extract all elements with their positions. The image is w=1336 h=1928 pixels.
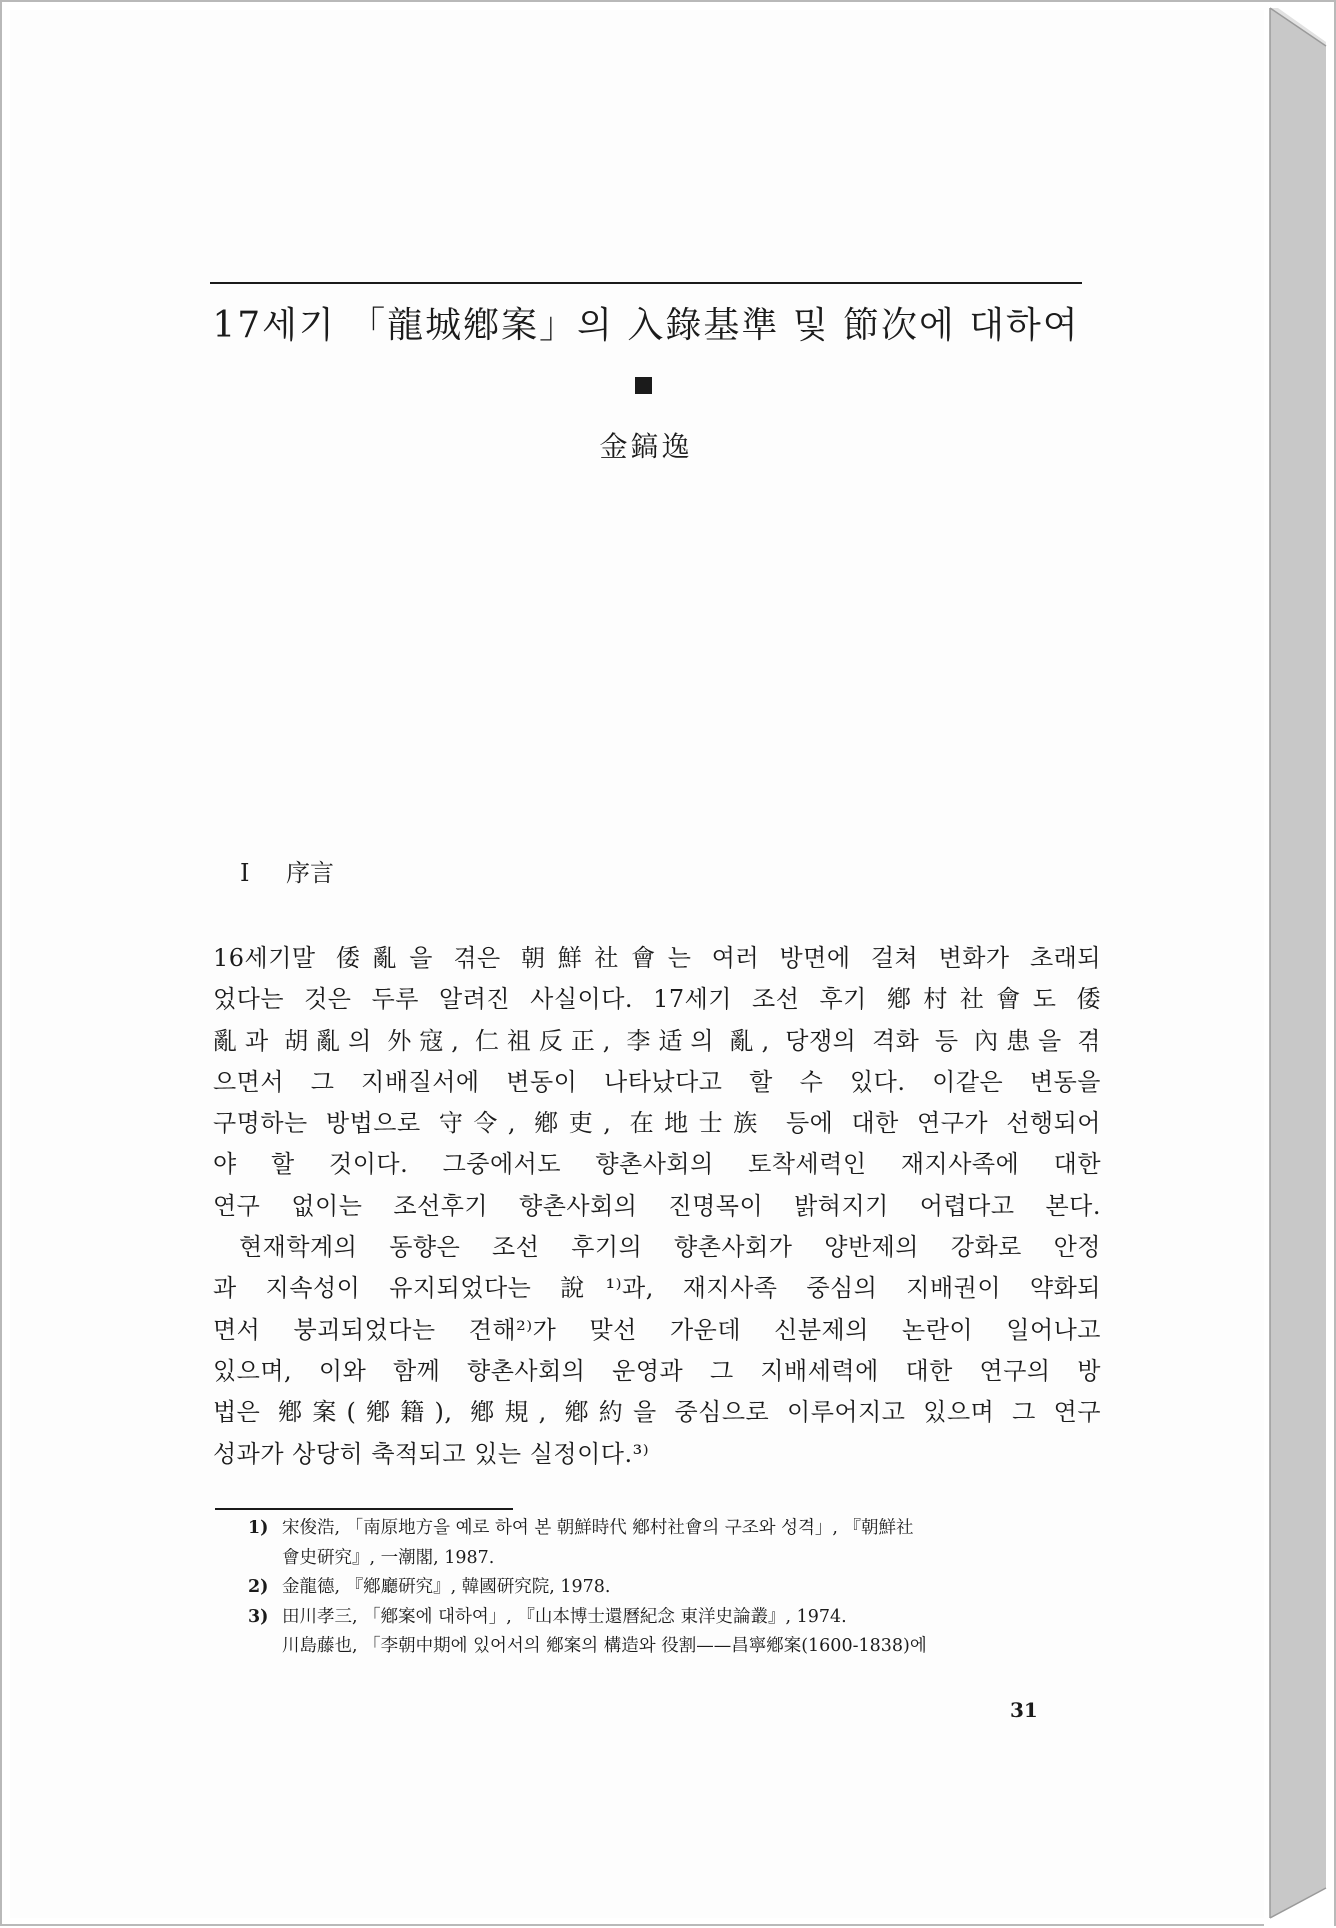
footnote-1-continuation [248, 1544, 1100, 1574]
body-text [213, 938, 1101, 1475]
page-edge-icon [1264, 2, 1334, 1928]
body-line: 었다는 것은 두루 알려진 사실이다. 17세기 조선 후기 鄕村社會도 倭 [213, 985, 1101, 1014]
body-line: 현재학계의 동향은 조선 후기의 향촌사회가 양반제의 강화로 안정 [239, 1233, 1101, 1262]
body-line: 구명하는 방법으로 守令, 鄕吏, 在地士族 등에 대한 연구가 선행되어 [213, 1109, 1101, 1138]
title-top-rule [210, 282, 1082, 284]
footnote-number: 2) [248, 1577, 269, 1597]
footnote-1 [248, 1514, 1100, 1544]
page-number: 31 [1010, 1698, 1038, 1722]
footnote-rule [215, 1508, 513, 1510]
footnote-3 [248, 1603, 1100, 1633]
body-line: 연구 없이는 조선후기 향촌사회의 진명목이 밝혀지기 어렵다고 본다. [213, 1191, 1101, 1220]
footnote-text: 田川孝三, 「鄕案에 대하여」, 『山本博士還曆紀念 東洋史論叢』, 1974. [282, 1606, 847, 1627]
footnote-3-continuation [248, 1632, 1100, 1662]
body-line: 법은 鄕案(鄕籍), 鄕規, 鄕約을 중심으로 이루어지고 있으며 그 연구 [213, 1398, 1101, 1427]
footnote-text: 金龍德, 『鄕廳硏究』, 韓國硏究院, 1978. [282, 1577, 611, 1597]
book-page-edge [1264, 2, 1334, 1928]
body-line: 야 할 것이다. 그중에서도 향촌사회의 토착세력인 재지사족에 대한 [213, 1150, 1101, 1179]
body-line: 있으며, 이와 함께 향촌사회의 운영과 그 지배세력에 대한 연구의 방 [213, 1356, 1101, 1385]
section-heading [240, 853, 334, 893]
square-ornament-icon [635, 377, 652, 394]
body-line: 과 지속성이 유지되었다는 說¹⁾과, 재지사족 중심의 지배권이 약화되 [213, 1274, 1101, 1303]
footnote-text: 會史硏究』, 一潮閣, 1987. [282, 1547, 495, 1568]
footnote-number: 3) [248, 1606, 269, 1627]
footnote-number: 1) [248, 1518, 269, 1538]
document-page [10, 10, 1265, 1918]
body-line: 면서 붕괴되었다는 견해²⁾가 맞선 가운데 신분제의 논란이 일어나고 [213, 1315, 1101, 1344]
body-line: 으면서 그 지배질서에 변동이 나타났다고 할 수 있다. 이같은 변동을 [213, 1067, 1101, 1096]
footnotes [248, 1514, 1100, 1662]
body-line: 16세기말 倭亂을 겪은 朝鮮社會는 여러 방면에 걸쳐 변화가 초래되 [213, 944, 1101, 972]
article-title: 17세기 「龍城鄕案」의 入錄基準 및 節次에 대하여 [212, 305, 1080, 346]
footnote-2 [248, 1573, 1100, 1603]
footnote-text: 川島藤也, 「李朝中期에 있어서의 鄕案의 構造와 役割——昌寧鄕案(1600-1838)에 [282, 1636, 927, 1656]
section-number: Ⅰ [240, 859, 250, 887]
section-title: 序言 [286, 859, 334, 887]
article-author: 金鎬逸 [599, 430, 693, 463]
footnote-text: 宋俊浩, 「南原地方을 예로 하여 본 朝鮮時代 鄕村社會의 구조와 성격」, 『朝鮮社 [282, 1518, 914, 1538]
body-line: 성과가 상당히 축적되고 있는 실정이다.³⁾ [213, 1439, 650, 1468]
body-line: 亂과 胡亂의 外寇, 仁祖反正, 李适의 亂, 당쟁의 격화 등 內患을 겪 [213, 1026, 1101, 1055]
